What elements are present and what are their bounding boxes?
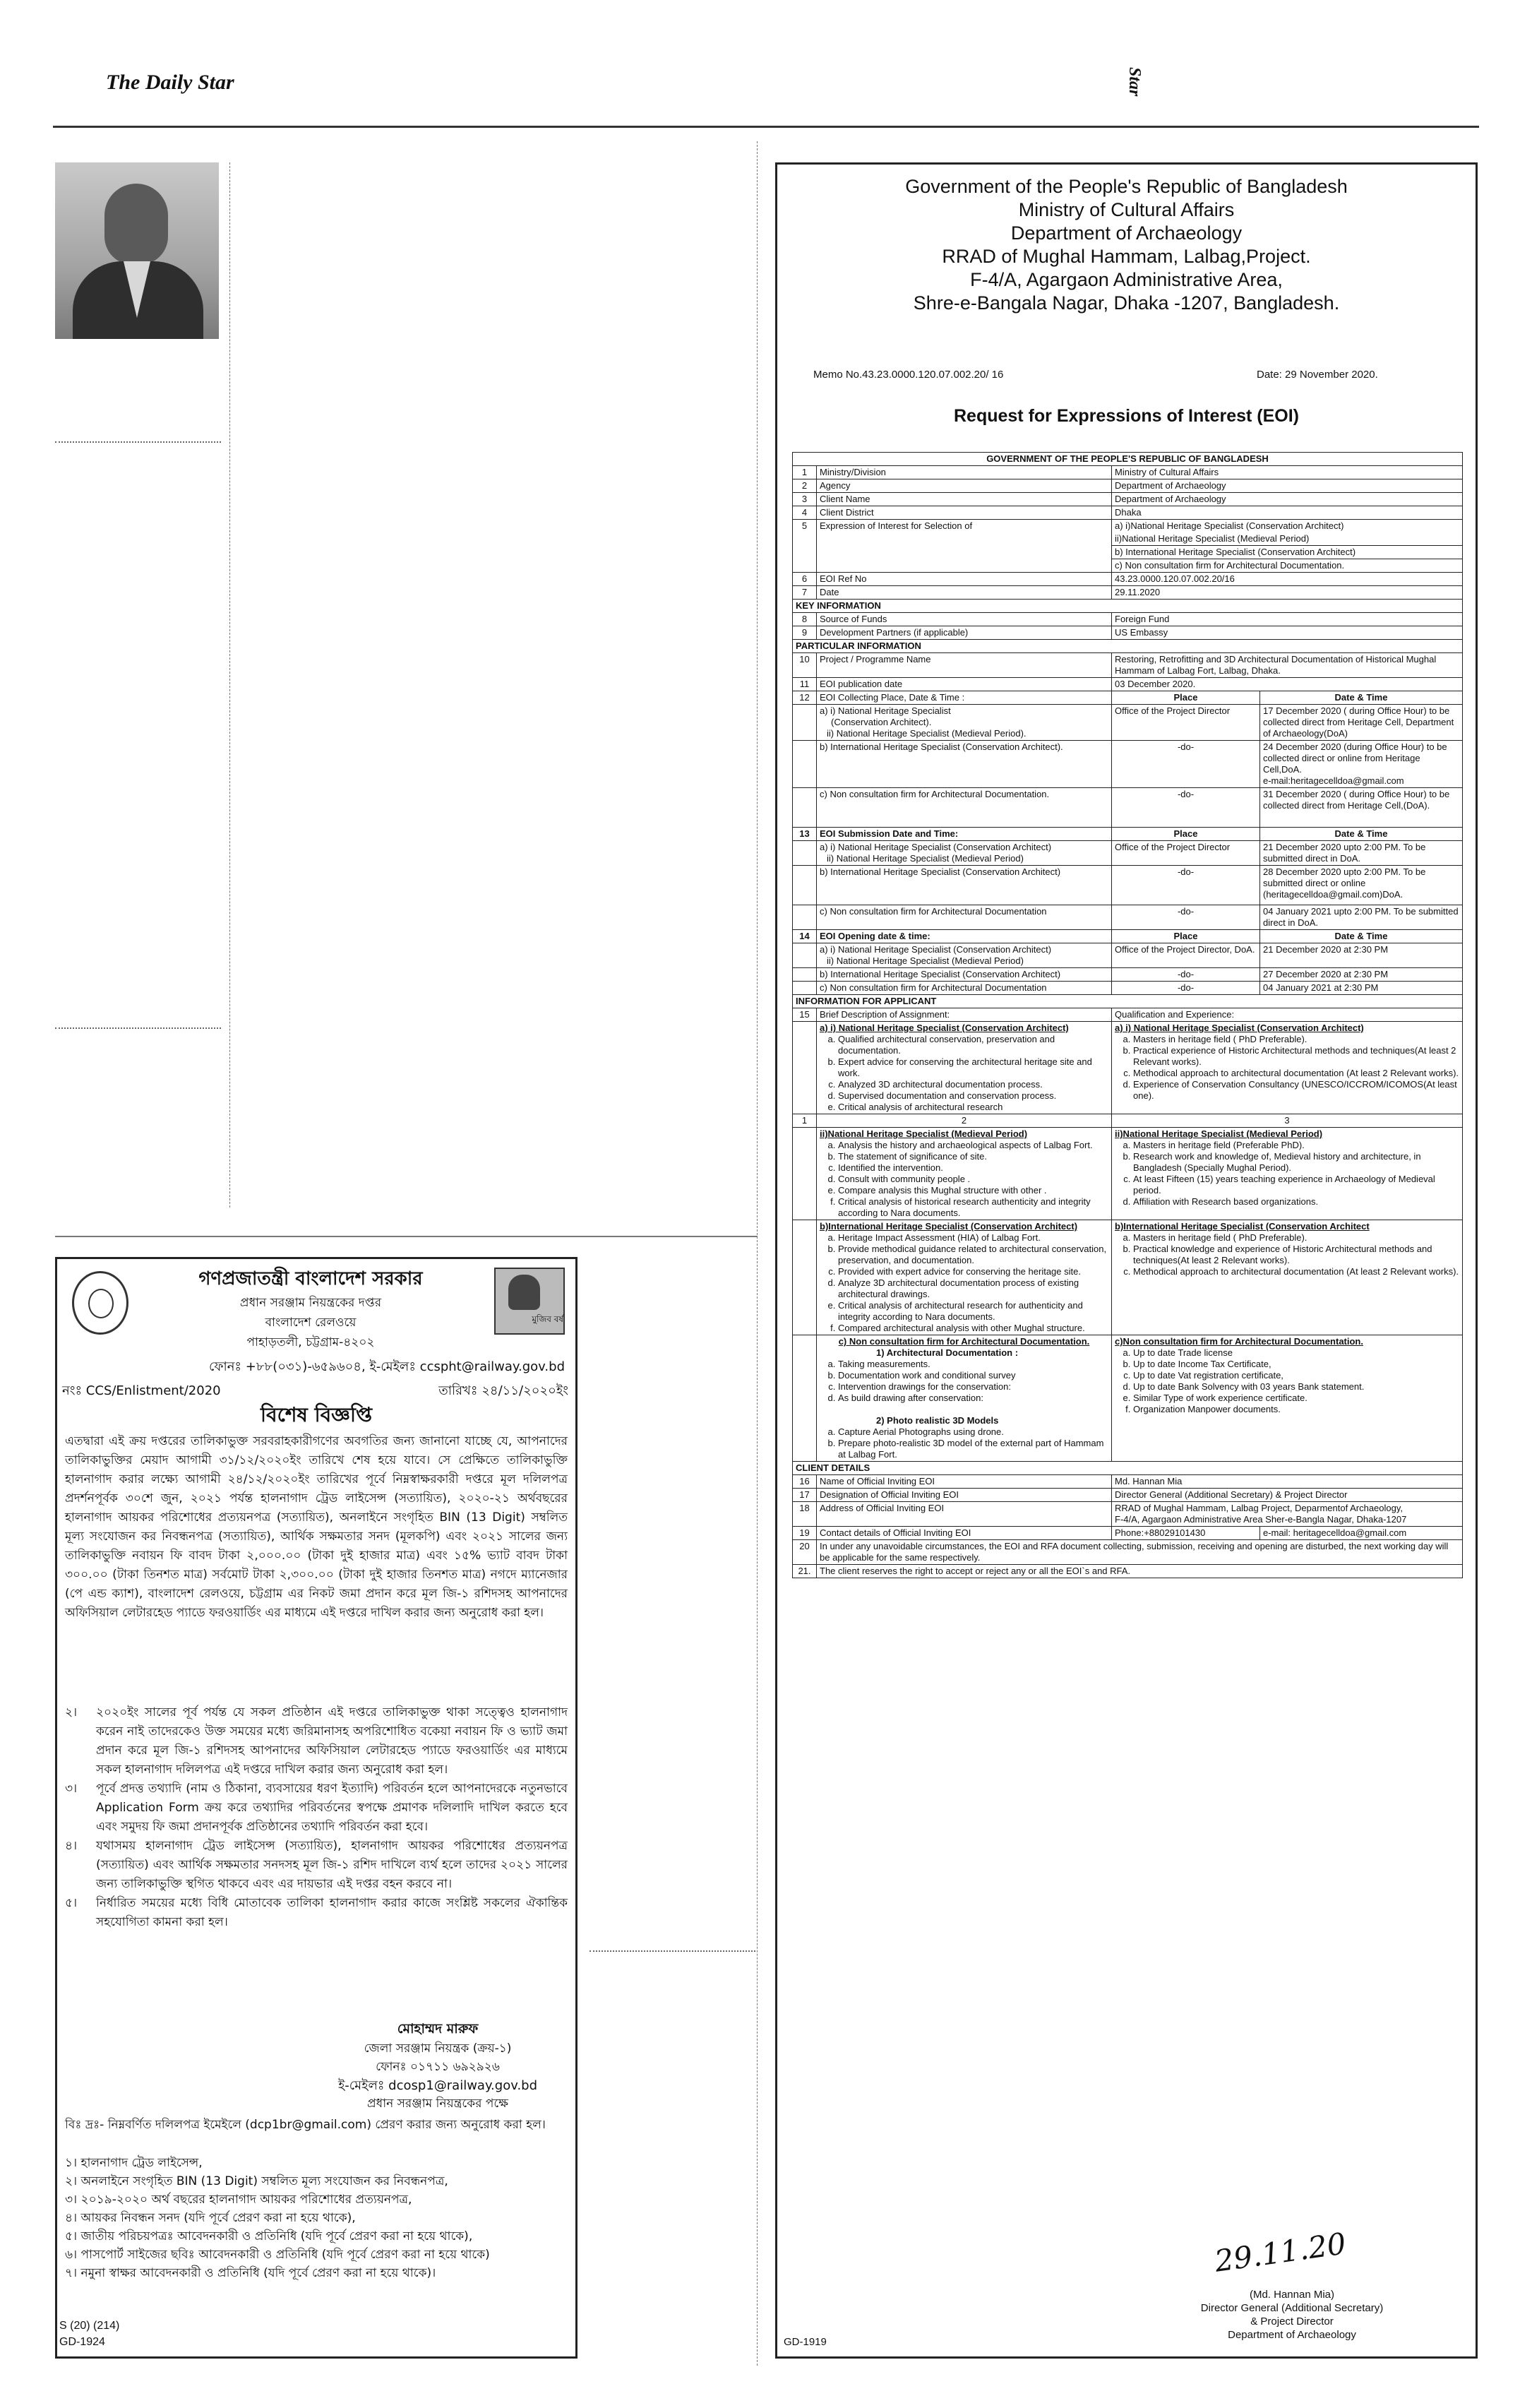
table-row: 2 Agency Department of Archaeology xyxy=(793,479,1463,493)
table-row: 13 EOI Submission Date and Time: Place Date & Time xyxy=(793,828,1463,841)
signer-phone: ফোনঃ ০১৭১১ ৬৯২৯২৬ xyxy=(376,2060,500,2074)
list-item: ৩। ২০১৯-২০২০ অর্থ বছরের হালনাগাদ আয়কর পরিশোধের প্রত্যয়নপত্র, xyxy=(65,2193,412,2207)
notice-address: পাহাড়তলী, চট্টগ্রাম-৪২০২ xyxy=(246,1335,375,1349)
masthead-rule xyxy=(53,126,1479,128)
list-item: ৬। পাসপোর্ট সাইজের ছবিঃ আবেদনকারী ও প্রতিনিধি (যদি পূর্বে প্রেরণ করা না হয়ে থাকে) xyxy=(65,2248,490,2262)
eoi-date: Date: 29 November 2020. xyxy=(1257,369,1378,381)
gd-code: GD-1924 xyxy=(59,2336,105,2348)
column-separator xyxy=(55,441,221,443)
star-logo: Star xyxy=(1125,67,1144,97)
table-row: 9 Development Partners (if applicable) US Embassy xyxy=(793,626,1463,640)
table-row: 1 2 3 xyxy=(793,1114,1463,1128)
signer-email: ই-মেইলঃ dcosp1@railway.gov.bd xyxy=(337,2078,538,2093)
table-row: a) i) National Heritage Specialist (Conservation Architect) ii) National Heritage Specialist (Medieval Period) Office of the Project Director 21 December 2020 upto 2:00 PM. To be submitted direct in DoA. xyxy=(793,841,1463,866)
signer-title: & Project Director xyxy=(1250,2315,1334,2327)
table-row: 12 EOI Collecting Place, Date & Time : Place Date & Time xyxy=(793,691,1463,705)
columnist-photo xyxy=(55,162,219,339)
table-row: 19 Contact details of Official Inviting EOI Phone:+88029101430 e-mail: heritagecelldoa@gmail.com xyxy=(793,1527,1463,1540)
signer-title: Director General (Additional Secretary) xyxy=(1200,2302,1384,2314)
list-item: ৭। নমুনা স্বাক্ষর আবেদনকারী ও প্রতিনিধি (যদি পূর্বে প্রেরণ করা না হয়ে থাকে)। xyxy=(65,2266,436,2280)
section-header: PARTICULAR INFORMATION xyxy=(793,640,1463,653)
table-row: 16 Name of Official Inviting EOI Md. Hannan Mia xyxy=(793,1475,1463,1489)
table-row: b) International Heritage Specialist (Conservation Architect). -do- 24 December 2020 (during Office Hour) to be collected direct or online from Heritage Cell,DoA. e-mail:heritagecelldoa@gmail.com xyxy=(793,741,1463,788)
ad-code: S (20) (214) xyxy=(59,2320,120,2332)
table-row: a) i) National Heritage Specialist (Conservation Architect) ii) National Heritage Specialist (Medieval Period) Office of the Project Director, DoA. 21 December 2020 at 2:30 PM xyxy=(793,943,1463,968)
table-row: 14 EOI Opening date & time: Place Date & Time xyxy=(793,930,1463,943)
notice-item: ৩। পূর্বে প্রদত্ত তথ্যাদি (নাম ও ঠিকানা, ব্যবসায়ের ধরণ ইত্যাদি) পরিবর্তন হলে আপনাদেরকে নতুনভাবে Application Form ক্রয় করে তথ্যাদির পরিবর্তনের স্বপক্ষে প্রমাণক দলিলাদি দাখিল করতে হবে এবং সমুদয় ফি জমা প্রদানপূর্বক প্রতিষ্ঠানের তথ্যাদি পরিবর্তন করা হবে। xyxy=(65,1782,568,1834)
page-gutter xyxy=(757,141,758,2366)
notice-paragraph: এতদ্বারা এই ক্রয় দপ্তরের তালিকাভুক্ত সরবরাহকারীগণের অবগতির জন্য জানানো যাচ্ছে যে, আপনাদের তালিকাভুক্তির মেয়াদ আগামী ৩১/১২/২০২০ইং তারিখে শেষ হয়ে যাবে। সে প্রেক্ষিতে তালিকাভুক্তি হালনাগাদ করার লক্ষ্যে আগামী ২৪/১২/২০২০ইং তারিখের পূর্বে নিম্নস্বাক্ষরকারী দপ্তরে মূল দলিলপত্র প্রদর্শনপূর্বক ৩০শে জুন, ২০২১ পর্যন্ত হালনাগাদ ট্রেড লাইসেন্স (সত্যায়িত), ২০২০-২১ অর্থবছরের হালনাগাদ আয়কর পরিশোধের প্রত্যয়নপত্র (সত্যায়িত), অনলাইনে সংগৃহিত BIN (13 Digit) সম্বলিত মূল্য সংযোজন কর নিবন্ধনপত্র (সত্যায়িত), আর্থিক সক্ষমতার সনদ (মূলকপি) এবং ২০২১ সালের জন্য তালিকাভুক্তি নবায়ন ফি বাবদ টাকা ২,০০০.০০ (টাকা দুই হাজার মাত্র) এবং ১৫% ভ্যাট বাবদ টাকা ৩০০.০০ (টাকা তিনশত মাত্র) সর্বমোট টাকা ২,৩০০.০০ (টাকা দুই হাজার তিনশত মাত্র) নগদে ম্যানেজার (পে এন্ড ক্যাশ), বাংলাদেশ রেলওয়ে, চট্টগ্রাম এর নিকট জমা প্রদান করে মূল জি-১ রশিদসহ আপনাদের অফিসিয়াল লেটারহেড প্যাডে ফরওয়ার্ডিং এর মাধ্যমে এই দপ্তরে দাখিল করার জন্য অনুরোধ করা হল। xyxy=(65,1434,568,1620)
letterhead-line: RRAD of Mughal Hammam, Lalbag,Project. xyxy=(942,246,1311,267)
notice-gov-title: গণপ্রজাতন্ত্রী বাংলাদেশ সরকার xyxy=(198,1268,423,1289)
eoi-letterhead xyxy=(775,175,1478,315)
table-row: 1 Ministry/Division Ministry of Cultural Affairs xyxy=(793,466,1463,479)
letterhead-line: Shre-e-Bangala Nagar, Dhaka -1207, Bangladesh. xyxy=(913,292,1340,314)
table-row: c) Non consultation firm for Architectural Documentation -do- 04 January 2021 upto 2:00 PM. To be submitted direct in DoA. xyxy=(793,905,1463,930)
table-row: c) Non consultation firm for Architectural Documentation -do- 04 January 2021 at 2:30 PM xyxy=(793,982,1463,995)
notice-org: বাংলাদেশ রেলওয়ে xyxy=(265,1316,357,1330)
notice-item: ২। ২০২০ইং সালের পূর্ব পর্যন্ত যে সকল প্রতিষ্ঠান এই দপ্তরে তালিকাভুক্ত থাকা সত্ত্বেও হালনাগাদ করেন নাই তাদেরকেও উক্ত সময়ের মধ্যে জরিমানাসহ অপরিশোধিত বকেয়া নবায়ন ফি ও ভ্যাট জমা প্রদান করে মূল জি-১ রশিদসহ আপনাদের অফিসিয়াল লেটারহেড প্যাডে ফরওয়ার্ডিং এর মাধ্যমে সকল হালনাগাদ দলিলপত্র এই দপ্তরে দাখিল করার জন্য অনুরোধ করা হল। xyxy=(65,1705,568,1777)
table-row: c) Non consultation firm for Architectural Documentation. 1) Architectural Documentation : a. Taking measurements. b. Documentation work and conditional survey c. Intervention drawings for the conservation: d. As build drawing after conservation: 2) Photo realistic 3D Models a. Capture Aerial Photographs using drone. b. Prepare photo-realistic 3D model of the external part of Hammam at Lalbag Fort. c)Non consultation firm for Architectural Documentation. a. Up to date Trade license b. Up to date Income Tax Certificate, c. Up to date Vat registration certificate, d. Up to date Bank Solvency with 03 years Bank statement. e. Similar Type of work experience certificate. f. Organization Manpower documents. xyxy=(793,1335,1463,1462)
notice-item: ৫। নির্ধারিত সময়ের মধ্যে বিধি মোতাবেক তালিকা হালনাগাদ করার কাজে সংশ্লিষ্ট সকলের ঐকান্তিক সহযোগিতা কামনা করা হল। xyxy=(65,1896,568,1929)
list-item: ২। অনলাইনে সংগৃহিত BIN (13 Digit) সম্বলিত মূল্য সংযোজন কর নিবন্ধনপত্র, xyxy=(65,2174,448,2188)
mujib-borsho-logo: মুজিব বর্ষ xyxy=(494,1268,565,1335)
letterhead-line: F-4/A, Agargaon Administrative Area, xyxy=(970,269,1283,290)
table-row: a) i) National Heritage Specialist (Conservation Architect) a. Qualified architectural conservation, preservation and documentation. b. Expert advice for conserving the architectural heritage site and work. c. Analyzed 3D architectural documentation process. d. Supervised documentation and conservation process. e. Critical analysis of architectural research a) i) National Heritage Specialist (Conservation Architect) a. Masters in heritage field ( PhD Preferable). b. Practical experience of Historic Architectural methods and techniques(At least 2 Relevant works). c. Methodical approach to architectural documentation (At least 2 Relevant works). d. Experience of Conservation Consultancy (UNESCO/ICCROM/ICOMOS(At least one). xyxy=(793,1022,1463,1114)
handwritten-signature: 29.11.20 xyxy=(1212,2226,1348,2279)
section-header: CLIENT DETAILS xyxy=(793,1462,1463,1475)
notice-item: ৪। যথাসময় হালনাগাদ ট্রেড লাইসেন্স (সত্যায়িত), হালনাগাদ আয়কর পরিশোধের প্রত্যয়নপত্র (সত্যায়িত) এবং আর্থিক সক্ষমতার সনদসহ মূল জি-১ রশিদ দাখিলে ব্যর্থ হলে তাদের ২০২১ সালের জন্য তালিকাভুক্তি স্থগিত থাকবে এবং এর দায়ভার এই দপ্তর বহন করবে না। xyxy=(65,1839,568,1891)
column-separator xyxy=(590,1950,755,1952)
notice-note: বিঃ দ্রঃ- নিম্নবর্ণিত দলিলপত্র ইমেইলে (dcp1br@gmail.com) প্রেরণ করার জন্য অনুরোধ করা হল। xyxy=(65,2118,546,2132)
table-row: 8 Source of Funds Foreign Fund xyxy=(793,613,1463,626)
letterhead-line: Ministry of Cultural Affairs xyxy=(1018,199,1235,220)
table-row: c) Non consultation firm for Architectural Documentation. -do- 31 December 2020 ( during Office Hour) to be collected direct from Heritage Cell,(DoA). xyxy=(793,788,1463,828)
section-header: KEY INFORMATION xyxy=(793,600,1463,613)
table-row: 6 EOI Ref No 43.23.0000.120.07.002.20/16 xyxy=(793,573,1463,586)
eoi-table xyxy=(792,452,1463,1578)
gd-code: GD-1919 xyxy=(784,2336,827,2348)
newspaper-masthead: The Daily Star xyxy=(106,71,234,94)
eoi-memo: Memo No.43.23.0000.120.07.002.20/ 16 xyxy=(813,369,1004,381)
table-row: 20 In under any unavoidable circumstances, the EOI and RFA document collecting, submission, receiving and opening are disturbed, the next working day will be applicable for the same respectively. xyxy=(793,1540,1463,1565)
signer-for: প্রধান সরঞ্জাম নিয়ন্ত্রকের পক্ষে xyxy=(366,2097,509,2111)
signer-name: মোহাম্মদ মারুফ xyxy=(397,2021,479,2037)
letterhead-line: Department of Archaeology xyxy=(1010,222,1243,244)
table-row: 17 Designation of Official Inviting EOI Director General (Additional Secretary) & Project Director xyxy=(793,1489,1463,1502)
notice-items xyxy=(65,1703,568,1932)
table-row: b) International Heritage Specialist (Conservation Architect) -do- 27 December 2020 at 2:30 PM xyxy=(793,968,1463,982)
section-header: INFORMATION FOR APPLICANT xyxy=(793,995,1463,1008)
railway-seal-icon xyxy=(72,1271,128,1335)
signer-name: (Md. Hannan Mia) xyxy=(1249,2289,1335,2301)
table-row: 18 Address of Official Inviting EOI RRAD of Mughal Hammam, Lalbag Project, Deparmentof Archaeology, F-4/A, Agargaon Administrative Area Sher-e-Bangla Nagar, Dhaka-1207 xyxy=(793,1502,1463,1527)
signer-title: Department of Archaeology xyxy=(1228,2329,1356,2341)
column-separator xyxy=(55,1027,221,1029)
table-row: a) i) National Heritage Specialist (Conservation Architect). ii) National Heritage Specialist (Medieval Period). Office of the Project Director 17 December 2020 ( during Office Hour) to be collected direct from Heritage Cell, Department of Archaeology(DoA) xyxy=(793,705,1463,741)
table-row: 4 Client District Dhaka xyxy=(793,506,1463,520)
section-rule xyxy=(55,1236,758,1237)
notice-memo: নংঃ CCS/Enlistment/2020 xyxy=(62,1383,221,1398)
table-row: b)International Heritage Specialist (Conservation Architect) a. Heritage Impact Assessment (HIA) of Lalbag Fort. b. Provide methodical guidance related to architectural conservation, preservation, and documentation. c. Provided with expert advice for conserving the heritage site. d. Analyze 3D architectural documentation process of existing architectural drawings. e. Critical analysis of architectural research for authenticity and integrity according to Nara documents. f. Compared architectural analysis with other Mughal structure. b)International Heritage Specialist (Conservation Architect a. Masters in heritage field ( PhD Preferable). b. Practical knowledge and experience of Historic Architectural methods and techniques(At least 2 Relevant works). c. Methodical approach to architectural documentation (At least 2 Relevant works). xyxy=(793,1220,1463,1335)
notice-date: তারিখঃ ২৪/১১/২০২০ইং xyxy=(438,1383,568,1398)
list-item: ১। হালনাগাদ ট্রেড লাইসেন্স, xyxy=(65,2156,203,2170)
eoi-signature-block xyxy=(1130,2288,1454,2342)
notice-heading: বিশেষ বিজ্ঞপ্তি xyxy=(260,1403,372,1426)
letterhead-line: Government of the People's Republic of Bangladesh xyxy=(905,176,1348,197)
document-list xyxy=(65,2154,568,2282)
notice-contact: ফোনঃ +৮৮(০৩১)-৬৫৯৬০৪, ই-মেইলঃ ccspht@railway.gov.bd xyxy=(209,1359,565,1374)
column-divider xyxy=(229,162,230,1208)
table-row: b) International Heritage Specialist (Conservation Architect) -do- 28 December 2020 upto 2:00 PM. To be submitted direct or online (heritagecelldoa@gmail.com)DoA. xyxy=(793,866,1463,905)
eoi-title: Request for Expressions of Interest (EOI) xyxy=(954,406,1299,426)
table-row: ii)National Heritage Specialist (Medieval Period) a. Analysis the history and archaeological aspects of Lalbag Fort. b. The statement of significance of site. c. Identified the intervention. d. Consult with community people . e. Compare analysis this Mughal structure with other . f. Critical analysis of historical research authenticity and integrity according to Nara documents. ii)National Heritage Specialist (Medieval Period) a. Masters in heritage field (Preferable PhD). b. Research work and knowledge of, Medieval history and architecture, in Bangladesh (Specially Mughal Period). c. At least Fifteen (15) years teaching experience in Archaeology of Medieval period. d. Affiliation with Research based organizations. xyxy=(793,1128,1463,1220)
table-row: 11 EOI publication date 03 December 2020. xyxy=(793,678,1463,691)
table-row: 10 Project / Programme Name Restoring, Retrofitting and 3D Architectural Documentation of Historical Mughal Hammam of Lalbag Fort, Lalbag, Dhaka. xyxy=(793,653,1463,678)
table-row: 7 Date 29.11.2020 xyxy=(793,586,1463,600)
list-item: ৫। জাতীয় পরিচয়পত্রঃ আবেদনকারী ও প্রতিনিধি (যদি পূর্বে প্রেরণ করা না হয়ে থাকে), xyxy=(65,2229,473,2243)
table-row: 3 Client Name Department of Archaeology xyxy=(793,493,1463,506)
table-row: 5 Expression of Interest for Selection of a) i)National Heritage Specialist (Conservation Architect) ii)National Heritage Specialist (Medieval Period) b) International Heritage Specialist (Conservation Architect) c) Non consultation firm for Architectural Documentation. xyxy=(793,520,1463,573)
list-item: ৪। আয়কর নিবন্ধন সনদ (যদি পূর্বে প্রেরণ করা না হয়ে থাকে), xyxy=(65,2211,356,2225)
table-row: 21. The client reserves the right to accept or reject any or all the EOI`s and RFA. xyxy=(793,1565,1463,1578)
notice-office: প্রধান সরঞ্জাম নিয়ন্ত্রকের দপ্তর xyxy=(239,1296,382,1310)
table-row: 15 Brief Description of Assignment: Qualification and Experience: xyxy=(793,1008,1463,1022)
signer-title: জেলা সরঞ্জাম নিয়ন্ত্রক (ক্রয়-১) xyxy=(364,2042,512,2056)
table-title: GOVERNMENT OF THE PEOPLE'S REPUBLIC OF BANGLADESH xyxy=(793,453,1463,466)
